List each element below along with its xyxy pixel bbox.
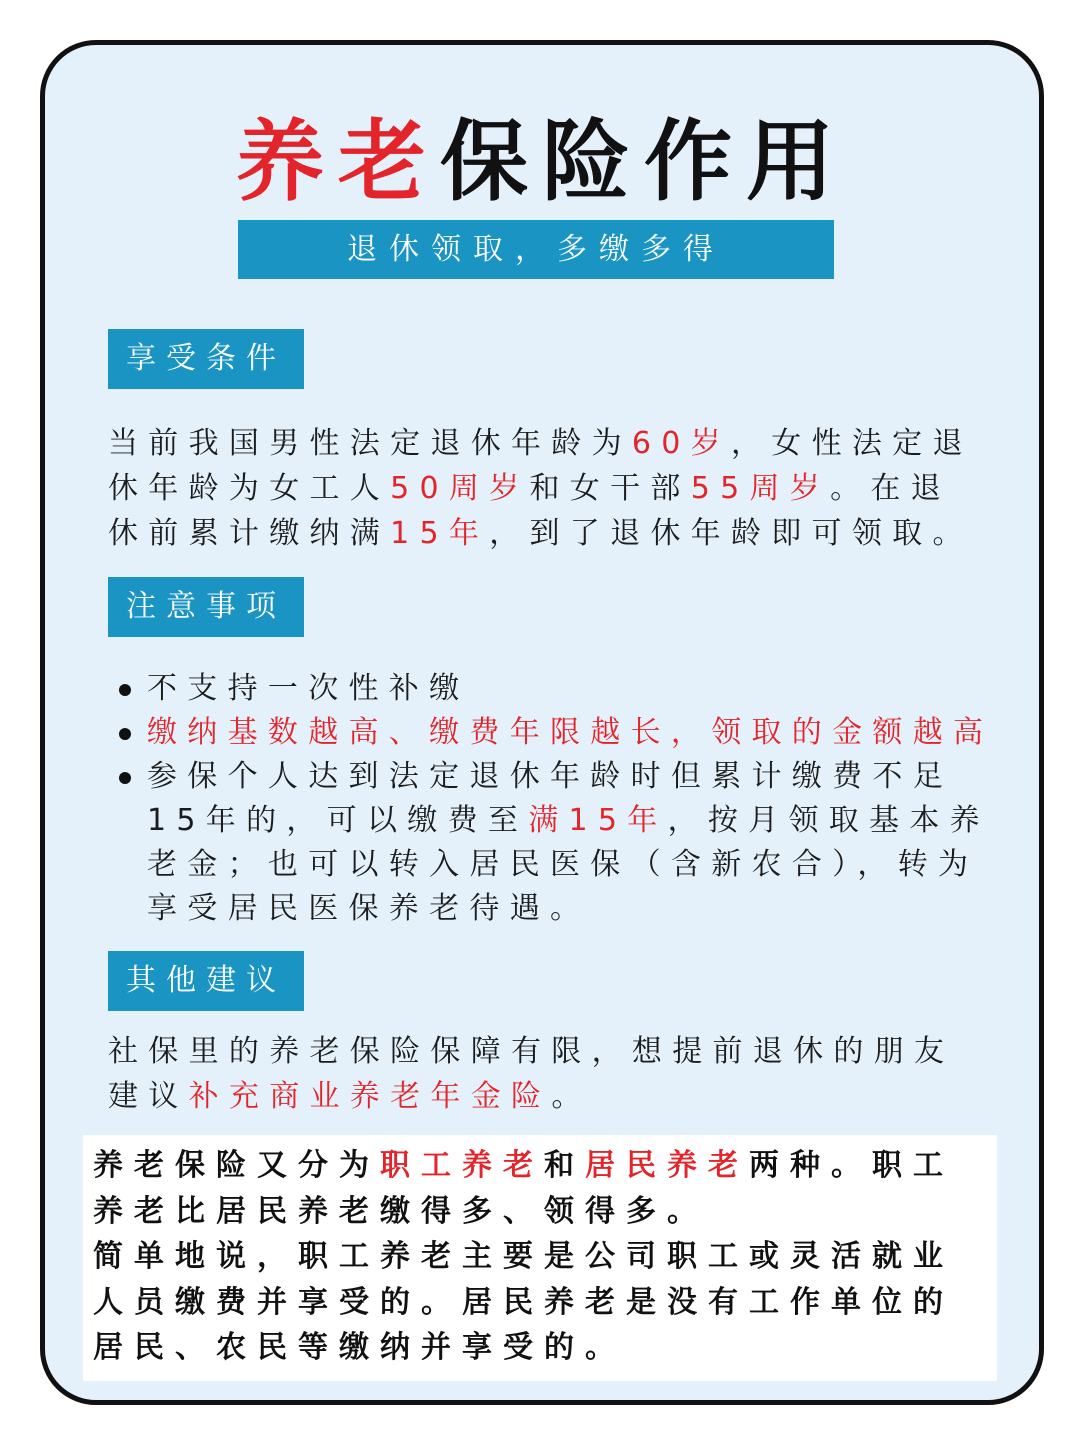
conditions-text-2: ，女性法定退休年龄为女工人: [108, 426, 973, 506]
title-red-part: 养老: [235, 110, 440, 213]
suggestion-text-2: 。: [551, 1079, 592, 1114]
list-item: [113, 667, 1003, 711]
note-3-highlight: 满15年: [528, 803, 668, 838]
section-heading-conditions: 享受条件: [108, 329, 304, 389]
title-black-part: 保险作用: [440, 110, 849, 213]
note-2-text: 缴纳基数越高、缴费年限越长，领取的金额越高: [147, 715, 994, 750]
conditions-text-4: 。在退休前累计缴纳满: [108, 471, 951, 551]
bullet-dot-icon: [119, 728, 131, 740]
page-title: [45, 107, 1039, 217]
summary-text-4: 简单地说，职工养老主要是公司职工或灵活就业人员缴费并享受的。居民养老是没有工作单位的居民、农民等缴纳并享受的。: [93, 1239, 954, 1365]
suggestion-text-1: 社保里的养老保险保障有限，想提前退休的朋友建议: [108, 1034, 955, 1114]
resident-pension-label: 居民养老: [585, 1148, 749, 1183]
note-3-text-b: ，按月领取基本养老金；也可以转入居民医保（含新农合），转为享受居民医保养老待遇。: [147, 803, 990, 926]
female-worker-retire-age: 50周岁: [390, 471, 530, 506]
conditions-text-1: 当前我国男性法定退休年龄为: [108, 426, 632, 461]
poster-card: [40, 40, 1044, 1405]
employee-pension-label: 职工养老: [380, 1148, 544, 1183]
summary-box: [83, 1135, 997, 1381]
section-heading-suggestions: 其他建议: [108, 951, 304, 1011]
summary-text-1: 养老保险又分为: [93, 1148, 380, 1183]
subtitle-banner: 退休领取，多缴多得: [238, 220, 834, 279]
note-3-text-a: 参保个人达到法定退休年龄时但累计缴费不足15年的，可以缴费至: [147, 759, 953, 838]
notes-list: [113, 667, 1003, 931]
section-heading-notes: 注意事项: [108, 577, 304, 637]
contribution-years: 15年: [390, 516, 490, 551]
list-item: [113, 711, 1003, 755]
female-cadre-retire-age: 55周岁: [690, 471, 831, 506]
conditions-text-3: 和女干部: [529, 471, 691, 506]
bullet-dot-icon: [119, 684, 131, 696]
summary-text-2: 和: [544, 1148, 585, 1183]
male-retire-age: 60岁: [631, 426, 731, 461]
summary-text-3: 两种。职工养老比居民养老缴得多、领得多。: [93, 1148, 954, 1229]
conditions-text-5: ，到了退休年龄即可领取。: [489, 516, 973, 551]
list-item: [113, 755, 1003, 931]
suggestion-highlight: 补充商业养老年金险: [188, 1079, 552, 1114]
summary-text: [93, 1143, 983, 1371]
note-1-text: 不支持一次性补缴: [147, 671, 470, 706]
bullet-dot-icon: [119, 772, 131, 784]
suggestions-paragraph: [108, 1029, 988, 1119]
conditions-paragraph: [108, 421, 988, 556]
